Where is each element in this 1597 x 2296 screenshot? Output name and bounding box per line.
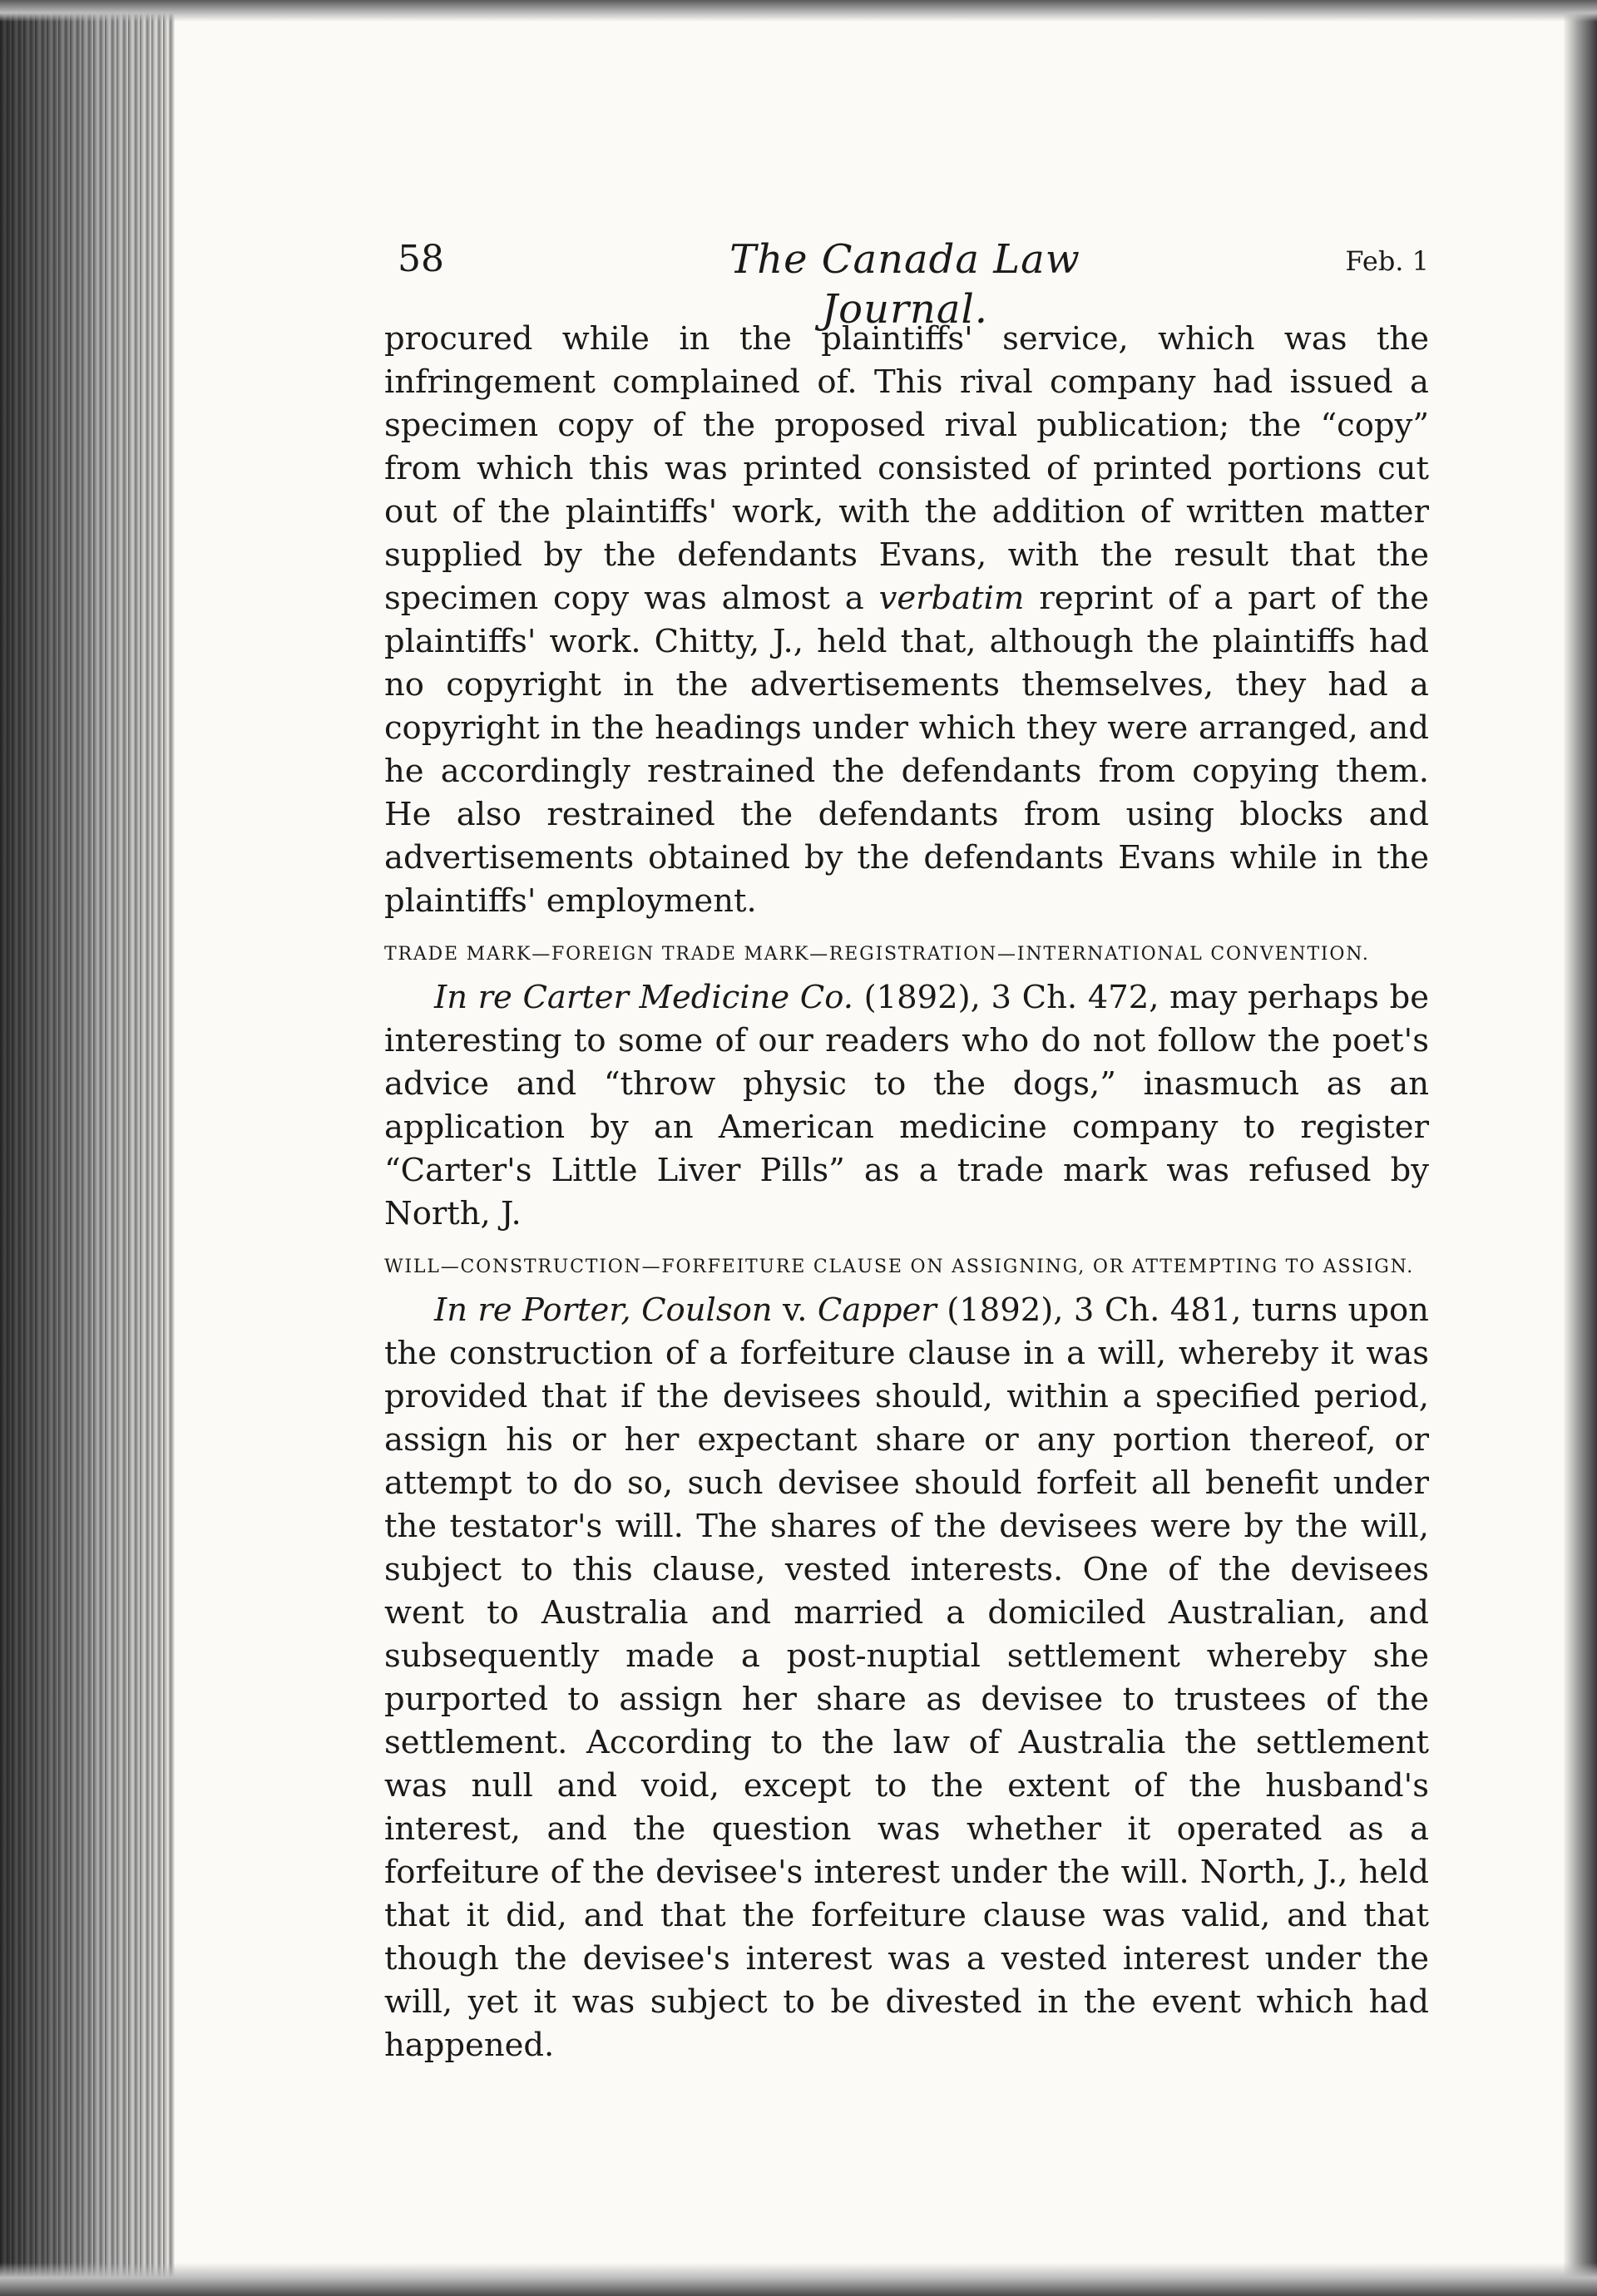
case-name: In re Porter, Coulson <box>434 1291 773 1329</box>
paragraph-text: (1892), 3 Ch. 481, turns upon the construction of a forfeiture clause in a will, whereby it was provided that if the devisees should, within a specified period, assign his or her expectant share or any portion thereof, or attempt to do so, such devisee should forfeit all benefit under the testator's will. The shares of the devisees were by the will, subject to this clause, vested interests. One of the devisees went to Australia and married a domiciled Australian, and subsequently made a post-nuptial settlement whereby she purported to assign her share as devisee to trustees of the settlement. According to the law of Australia the settlement was null and void, except to the extent of the husband's interest, and the question was whether it operated as a forfeiture of the devisee's interest under the will. North, J., held that it did, and that the forfeiture clause was valid, and that though the devisee's interest was a vested interest under the will, yet it was subject to be divested in the event which had happened. <box>384 1291 1429 2064</box>
page-edge-top <box>0 0 1597 22</box>
journal-title: The Canada Law Journal. <box>729 236 1080 333</box>
italic-term: verbatim <box>878 580 1025 617</box>
page-edge-right <box>1564 0 1597 2296</box>
paragraph-text-tail: reprint of a part of the plaintiffs' work. Chitty, J., held that, although the plaintiffs had no copyright in the advertisements themselves, they had a copyright in the headings under which they were arranged, and he accordingly restrained the defendants from copying them. He also restrained the defendants from using blocks and advertisements obtained by the defendants Evans while in the plaintiffs' employment. <box>384 580 1429 920</box>
case-versus: v. <box>783 1291 808 1329</box>
book-binding-shadow <box>0 0 175 2296</box>
paragraph-porter-coulson <box>384 1289 1429 2067</box>
section-heading-trade-mark: TRADE MARK—FOREIGN TRADE MARK—REGISTRATION—INTERNATIONAL CONVENTION. <box>384 944 1370 965</box>
case-name: In re Carter Medicine Co. <box>434 979 853 1016</box>
issue-date: Feb. 1 <box>1345 245 1429 277</box>
running-head <box>398 235 1429 333</box>
section-heading-will: WILL—CONSTRUCTION—FORFEITURE CLAUSE ON ASSIGNING, OR ATTEMPTING TO ASSIGN. <box>384 1257 1415 1277</box>
paragraph-text: (1892), 3 Ch. 472, may perhaps be interesting to some of our readers who do not follow the poet's advice and “throw physic to the dogs,” inasmuch as an application by an American medicine company to register “Carter's Little Liver Pills” as a trade mark was refused by North, J. <box>384 979 1429 1232</box>
page-number: 58 <box>398 238 444 280</box>
page-edge-bottom <box>0 2263 1597 2296</box>
article-body <box>384 318 1429 2067</box>
case-party: Capper <box>817 1291 937 1329</box>
paragraph-text: procured while in the plaintiffs' service, which was the infringement complained of. This rival company had issued a specimen copy of the proposed rival publication; the “copy” from which this was printed consisted of printed portions cut out of the plaintiffs' work, with the addition of written matter supplied by the defendants Evans, with the result that the specimen copy was almost a <box>384 320 1429 617</box>
paragraph-carter-medicine <box>384 976 1429 1236</box>
paragraph-copyright-case <box>384 318 1429 923</box>
